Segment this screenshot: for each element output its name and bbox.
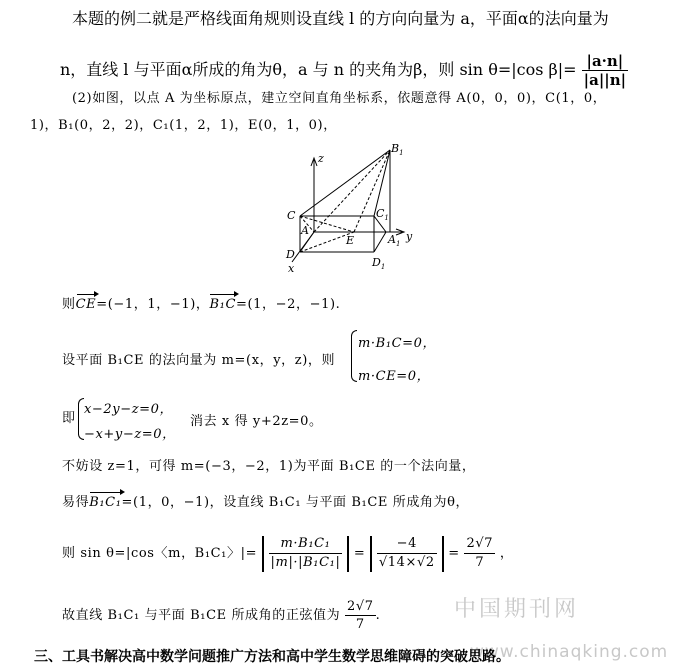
label-B1: $B_1$ <box>391 142 404 157</box>
normal-system-brace <box>351 330 357 382</box>
part2-line-1: (2)如图，以点 A 为坐标原点，建立空间直角坐标系，依题意得 A(0，0，0)，C(1，0， <box>72 91 607 106</box>
intro-fraction: $\frac{|a\cdot n|}{|a||n|}$ <box>583 52 627 89</box>
abs-bar-left-2 <box>370 536 372 572</box>
abs-bar-right-1 <box>347 536 349 572</box>
label-D1: $D_1$ <box>372 256 386 271</box>
vector-B1C: B₁C <box>209 297 236 312</box>
fraction-3: $\frac{2√7}{7}$ <box>466 536 494 570</box>
edge-A1-D1 <box>374 232 386 252</box>
set-z-line: 不妨设 z=1，可得 m=(−3，−2，1)为平面 B₁CE 的一个法向量， <box>62 459 476 474</box>
vector-B1C1: B₁C₁ <box>89 495 122 510</box>
label-z: z <box>318 152 324 165</box>
system-suffix: 消去 x 得 y+2z=0。 <box>190 414 323 429</box>
watermark-url: www.chinaqking.com <box>470 642 669 662</box>
intro-line-1: 本题的例二就是严格线面角规则设直线 l 的方向向量为 a，平面α的法向量为 <box>72 9 609 28</box>
intro-line-2-text: n，直线 l 与平面α所成的角为θ，a 与 n 的夹角为β，则 sin θ=|cos β|= <box>60 60 577 79</box>
section-3-heading: 三、工具书解决高中数学问题推广方法和高中学生数学思维障碍的突破思路。 <box>34 649 510 665</box>
abs-bar-left-1 <box>262 536 264 572</box>
label-E: E <box>346 234 355 247</box>
fraction-2: $\frac{-4}{√14\times√2}$ <box>378 536 435 570</box>
label-C1: $C_1$ <box>376 207 389 222</box>
normal-eq-2: m·CE=0， <box>358 369 431 384</box>
label-x: x <box>288 262 295 275</box>
fraction-1: $\frac{\text{m·B₁C₁}}{\text{|m|·|B₁C₁|}}$ <box>270 536 341 570</box>
label-A1: $A_1$ <box>388 233 401 248</box>
normal-vector-line: 设平面 B₁CE 的法向量为 m=(x，y，z)，则 <box>62 353 336 368</box>
conclusion-line: 故直线 B₁C₁ 与平面 B₁CE 所成角的正弦值为 $\frac{2√7}{7}$ . <box>62 599 381 632</box>
label-y: y <box>406 230 413 243</box>
sin-lhs: 则 sin θ=|cos〈m，B₁C₁〉|= <box>62 546 258 561</box>
watermark-cn: 中国期刊网 <box>454 597 580 622</box>
system-eq-1: x−2y−z=0， <box>84 402 174 417</box>
label-A: A <box>301 224 309 237</box>
label-C: C <box>287 209 296 222</box>
sin-theta-line: 则 sin θ=|cos〈m，B₁C₁〉|= $\frac{\text{m·B₁C₁}}{\text{|m|·|B₁C₁|}}$ = $\frac{-4}{√14\times√2}$ = $\frac{2√7}{7}$ ， <box>62 536 514 570</box>
normal-eq-1: m·B₁C=0， <box>358 336 437 351</box>
part2-line-2: 1)，B₁(0，2，2)，C₁(1，2，1)，E(0，1，0)， <box>30 118 337 133</box>
system-eq-2: −x+y−z=0， <box>84 427 176 442</box>
abs-bar-right-2 <box>442 536 444 572</box>
system-prefix: 即 <box>62 411 76 426</box>
vectors-line: 则CE=(−1，1，−1)，B₁C=(1，−2，−1). <box>62 297 341 312</box>
vector-CE: CE <box>75 297 97 312</box>
b1c1-line: 易得B₁C₁=(1，0，−1)，设直线 B₁C₁ 与平面 B₁CE 所成角为θ， <box>62 495 470 510</box>
conclusion-fraction: $\frac{2√7}{7}$ <box>347 599 374 632</box>
label-D: D <box>286 248 295 261</box>
